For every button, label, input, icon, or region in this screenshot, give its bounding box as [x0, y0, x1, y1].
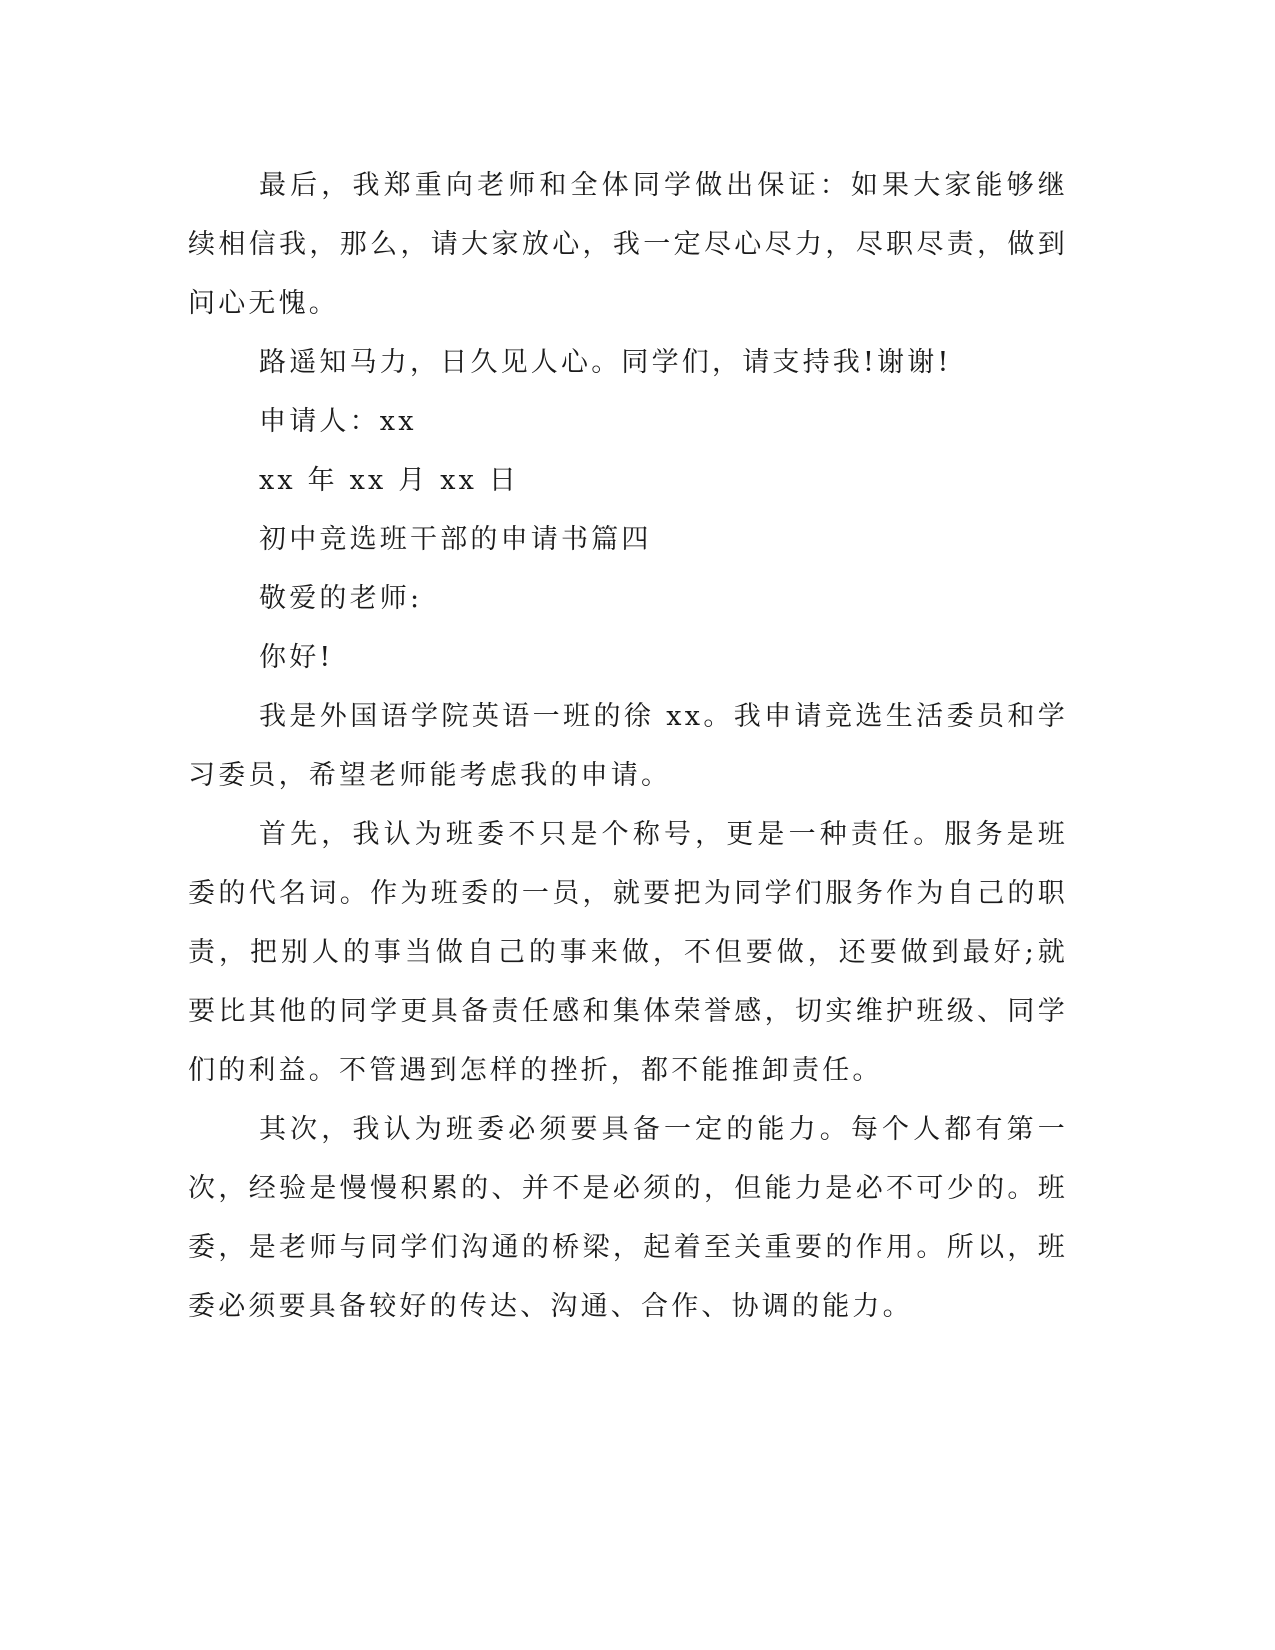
document-body — [188, 156, 1068, 1336]
paragraph-pledge: 最后，我郑重向老师和全体同学做出保证：如果大家能够继续相信我，那么，请大家放心，我一定尽心尽力，尽职尽责，做到问心无愧。 — [188, 170, 1068, 319]
applicant-line: 申请人：xx — [259, 406, 417, 437]
greeting: 你好! — [259, 642, 334, 673]
paragraph-introduction: 我是外国语学院英语一班的徐 xx。我申请竞选生活委员和学习委员，希望老师能考虑我的申请。 — [188, 701, 1068, 791]
paragraph-ability: 其次，我认为班委必须要具备一定的能力。每个人都有第一次，经验是慢慢积累的、并不是必须的，但能力是必不可少的。班委，是老师与同学们沟通的桥梁，起着至关重要的作用。所以，班委必须要具备较好的传达、沟通、合作、协调的能力。 — [188, 1114, 1068, 1322]
salutation: 敬爱的老师: — [259, 583, 423, 614]
paragraph-responsibility: 首先，我认为班委不只是个称号，更是一种责任。服务是班委的代名词。作为班委的一员，就要把为同学们服务作为自己的职责，把别人的事当做自己的事来做，不但要做，还要做到最好;就要比其他的同学更具备责任感和集体荣誉感，切实维护班级、同学们的利益。不管遇到怎样的挫折，都不能推卸责任。 — [188, 819, 1068, 1086]
section-title: 初中竞选班干部的申请书篇四 — [259, 524, 652, 555]
date-line: xx 年 xx 月 xx 日 — [259, 465, 520, 496]
paragraph-closing-remark: 路遥知马力，日久见人心。同学们，请支持我!谢谢! — [259, 347, 952, 378]
